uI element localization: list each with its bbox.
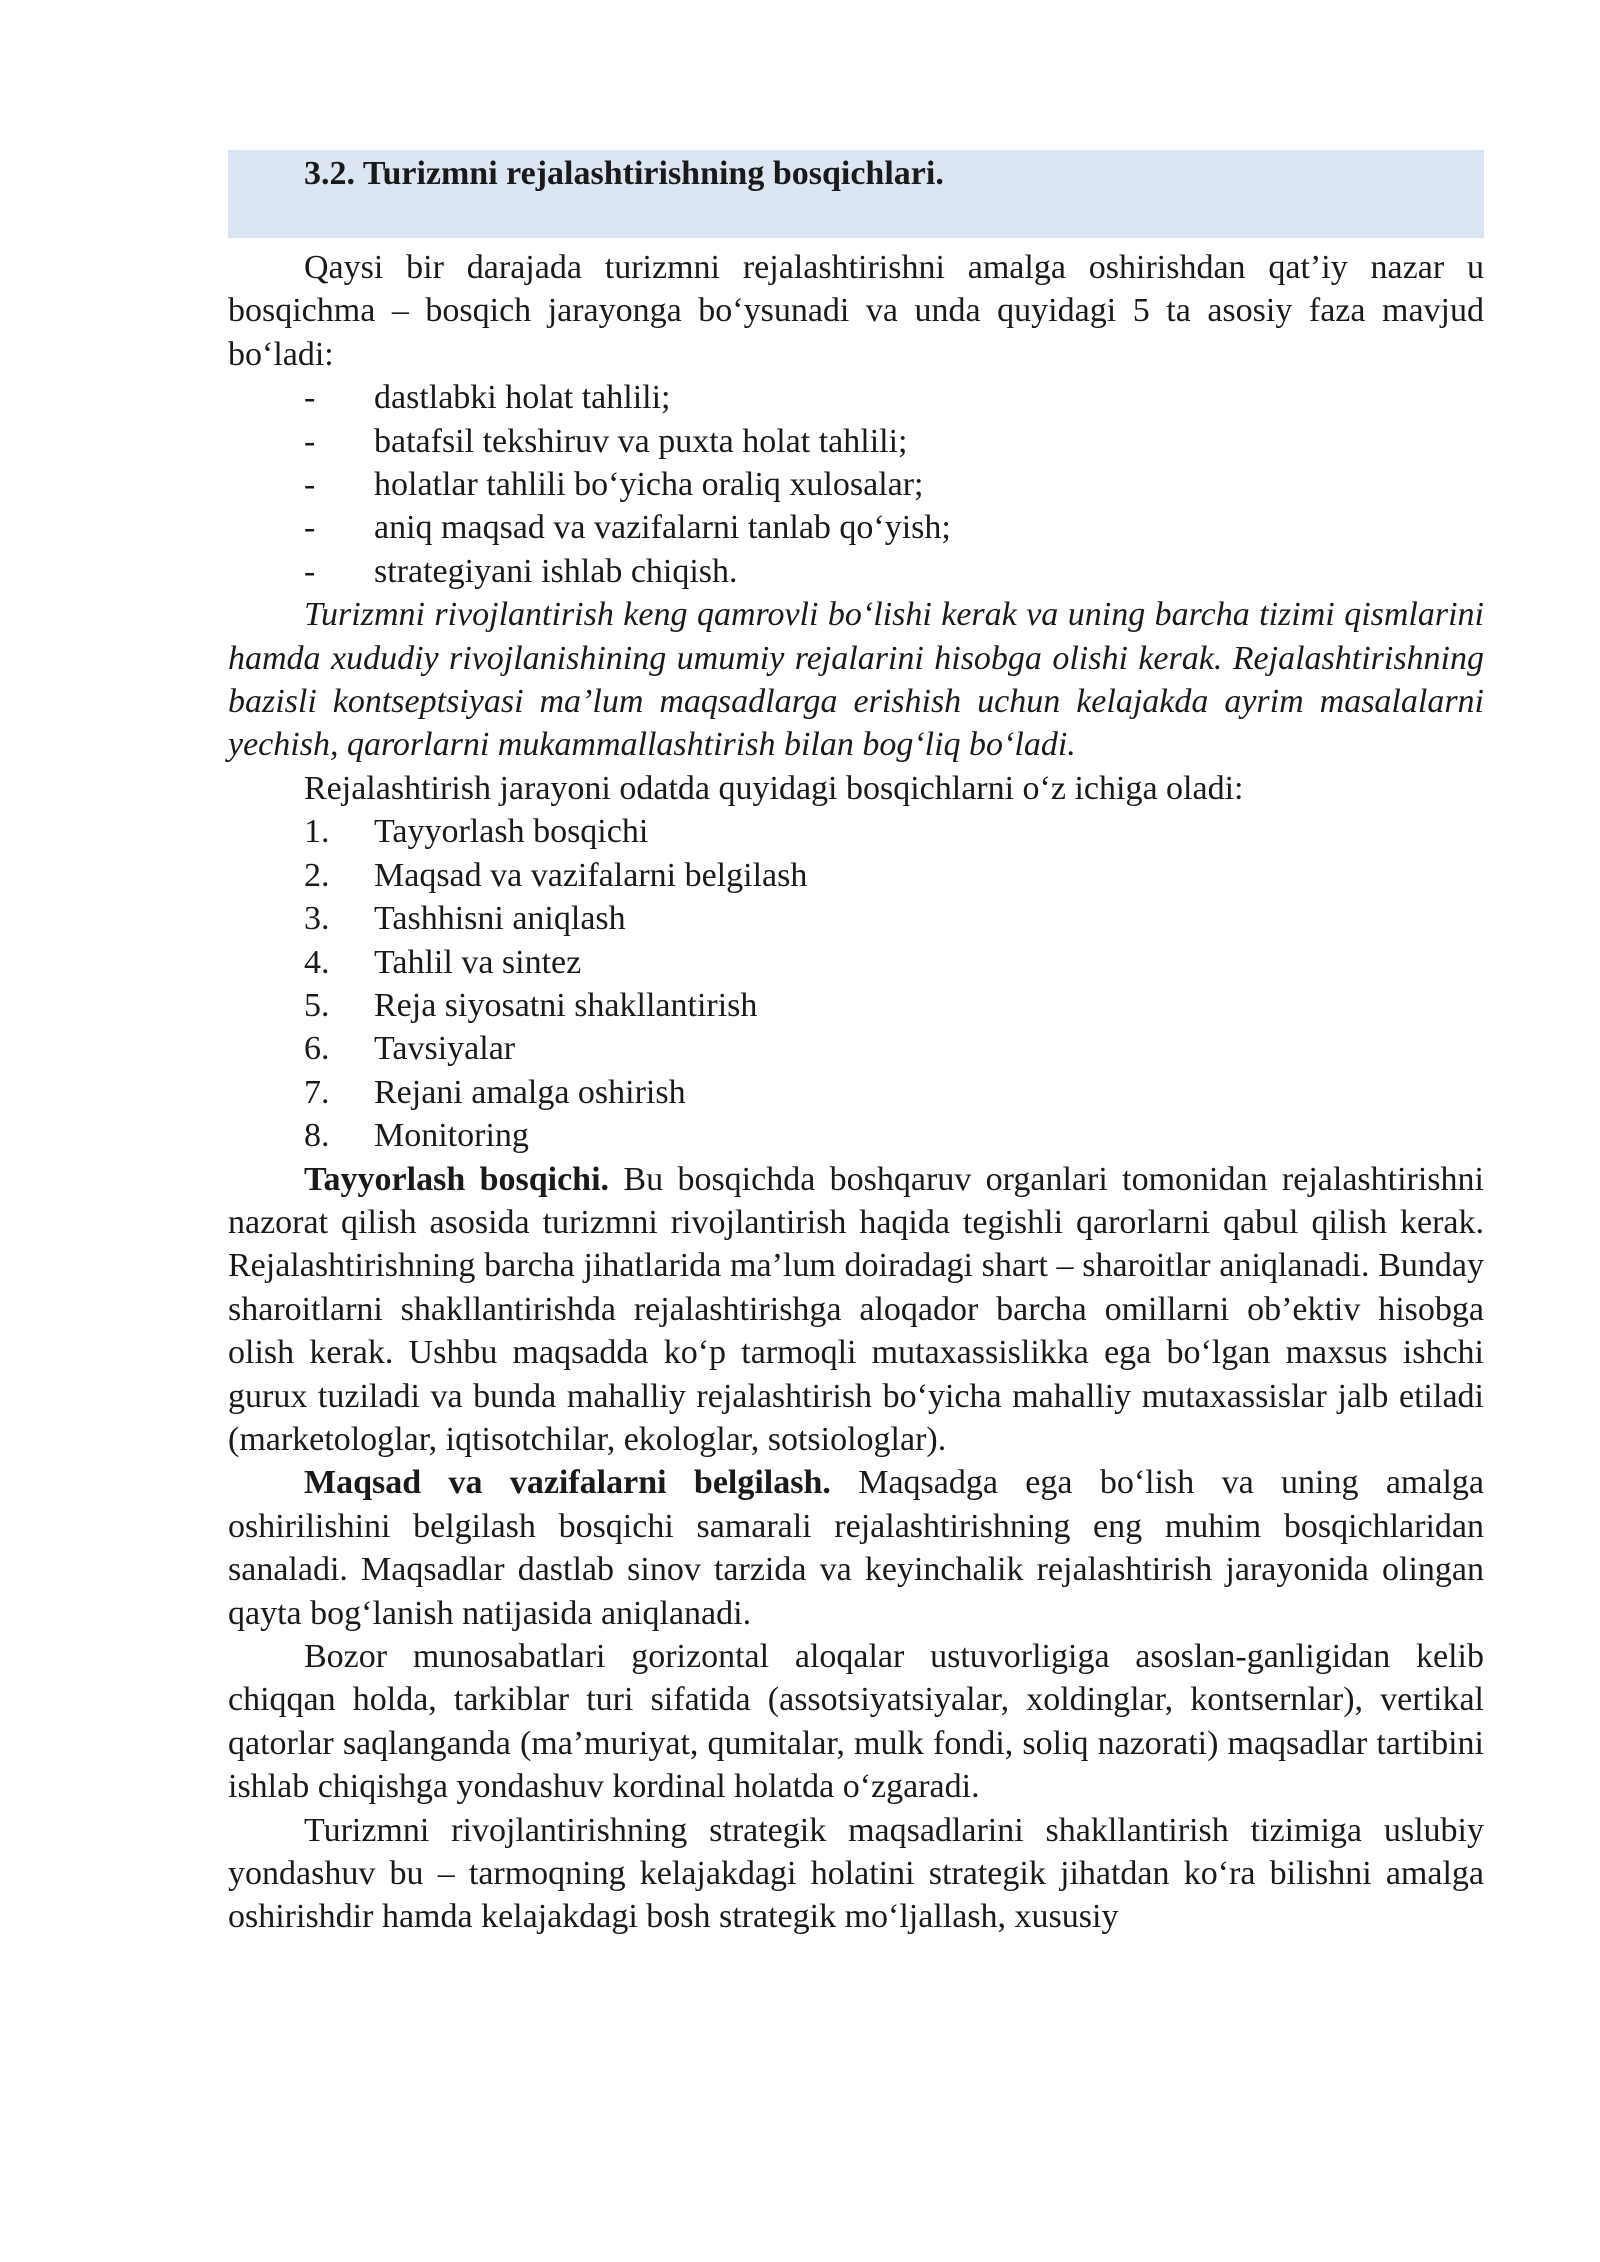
list-item [228, 810, 1484, 853]
list-item-text: Rejani amalga oshirish [374, 1073, 686, 1111]
stages-intro-paragraph: Rejalashtirish jarayoni odatda quyidagi bosqichlarni o‘z ichiga oladi: [304, 769, 1244, 807]
list-marker: - [304, 509, 316, 547]
stages-list [228, 810, 1484, 1157]
list-item [228, 463, 1484, 506]
italic-paragraph: Turizmni rivojlantirish keng qamrovli bo‘lishi kerak va uning barcha tizimi qismlarini hamda xududiy rivojlanishining umumiy rejalarini hisobga olishi kerak. Rejalashtirishning bazisli kontseptsiyasi ma’lum maqsadlarga erishish uchun kelajakda ayrim masalalarni yechish, qarorlarni mukammallashtirish bilan bog‘liq bo‘ladi. [228, 596, 1484, 764]
list-item [228, 550, 1484, 593]
list-item [228, 420, 1484, 463]
list-item-text: Maqsad va vazifalarni belgilash [374, 856, 808, 894]
list-item [228, 897, 1484, 940]
list-item [228, 941, 1484, 984]
list-item-text: Tayyorlash bosqichi [374, 813, 649, 851]
list-item-text: batafsil tekshiruv va puxta holat tahlili; [374, 422, 908, 460]
list-item-text: Tahlil va sintez [374, 943, 582, 981]
list-item [228, 376, 1484, 419]
list-marker: - [304, 552, 316, 590]
list-marker: 4. [304, 943, 330, 981]
list-item [228, 1114, 1484, 1157]
list-item-text: dastlabki holat tahlili; [374, 379, 671, 417]
maqsad-text: Maqsadga ega bo‘lish va uning amalga oshirilishini belgilash bosqichi samarali rejalashtirishning eng muhim bosqichlaridan sanaladi. Maqsadlar dastlab sinov tarzida va keyinchalik rejalashtirish jarayonida olingan qayta bog‘lanish natijasida aniqlanadi. [228, 1464, 1484, 1632]
list-item-text: aniq maqsad va vazifalarni tanlab qo‘yish; [374, 509, 951, 547]
tayyorlash-paragraph [228, 1158, 1484, 1462]
section-heading: 3.2. Turizmni rejalashtirishning bosqichlari. [304, 155, 944, 192]
list-item [228, 984, 1484, 1027]
list-item-text: Reja siyosatni shakllantirish [374, 986, 758, 1024]
phases-list [228, 376, 1484, 593]
list-item-text: holatlar tahlili bo‘yicha oraliq xulosalar; [374, 466, 924, 504]
document-body [228, 150, 1484, 1939]
list-item-text: Tashhisni aniqlash [374, 900, 626, 938]
list-item [228, 1027, 1484, 1070]
list-item-text: strategiyani ishlab chiqish. [374, 552, 738, 590]
maqsad-paragraph [228, 1461, 1484, 1635]
list-marker: 5. [304, 986, 330, 1024]
section-heading-band [228, 150, 1484, 238]
maqsad-term: Maqsad va vazifalarni belgilash. [304, 1464, 831, 1502]
list-marker: 7. [304, 1073, 330, 1111]
tayyorlash-term: Tayyorlash bosqichi. [304, 1160, 610, 1198]
list-item-text: Tavsiyalar [374, 1030, 516, 1068]
list-item [228, 1071, 1484, 1114]
list-marker: 1. [304, 813, 330, 851]
bozor-paragraph: Bozor munosabatlari gorizontal aloqalar ustuvorligiga asoslan-ganligidan kelib chiqqan holda, tarkiblar turi sifatida (assotsiyatsiyalar, xoldinglar, kontsernlar), vertikal qatorlar saqlanganda (ma’muriyat, qumitalar, mulk fondi, soliq nazorati) maqsadlar tartibini ishlab chiqishga yondashuv kordinal holatda o‘zgaradi. [228, 1638, 1484, 1806]
list-marker: 2. [304, 856, 330, 894]
list-item-text: Monitoring [374, 1117, 529, 1155]
list-marker: 3. [304, 900, 330, 938]
list-marker: 6. [304, 1030, 330, 1068]
list-marker: - [304, 379, 316, 417]
list-marker: - [304, 466, 316, 504]
turizm-paragraph: Turizmni rivojlantirishning strategik maqsadlarini shakllantirish tizimiga uslubiy yondashuv bu – tarmoqning kelajakdagi holatini strategik jihatdan ko‘ra bilishni amalga oshirishdir hamda kelajakdagi bosh strategik mo‘ljallash, xususiy [228, 1811, 1484, 1936]
list-marker: 8. [304, 1117, 330, 1155]
list-item [228, 506, 1484, 549]
list-item [228, 854, 1484, 897]
intro-paragraph: Qaysi bir darajada turizmni rejalashtirishni amalga oshirishdan qat’iy nazar u bosqichma – bosqich jarayonga bo‘ysunadi va unda quyidagi 5 ta asosiy faza mavjud bo‘ladi: [228, 249, 1484, 373]
list-marker: - [304, 422, 316, 460]
tayyorlash-text: Bu bosqichda boshqaruv organlari tomonidan rejalashtirishni nazorat qilish asosida turizmni rivojlantirish haqida tegishli qarorlarni qabul qilish kerak. Rejalashtirishning barcha jihatlarida ma’lum doiradagi shart – sharoitlar aniqlanadi. Bunday sharoitlarni shakllantirishda rejalashtirishga aloqador barcha omillarni ob’ektiv hisobga olish kerak. Ushbu maqsadda ko‘p tarmoqli mutaxassislikka ega bo‘lgan maxsus ishchi gurux tuziladi va bunda mahalliy rejalashtirish bo‘yicha mahalliy mutaxassislar jalb etiladi (marketologlar, iqtisotchilar, ekologlar, sotsiologlar). [228, 1160, 1484, 1458]
